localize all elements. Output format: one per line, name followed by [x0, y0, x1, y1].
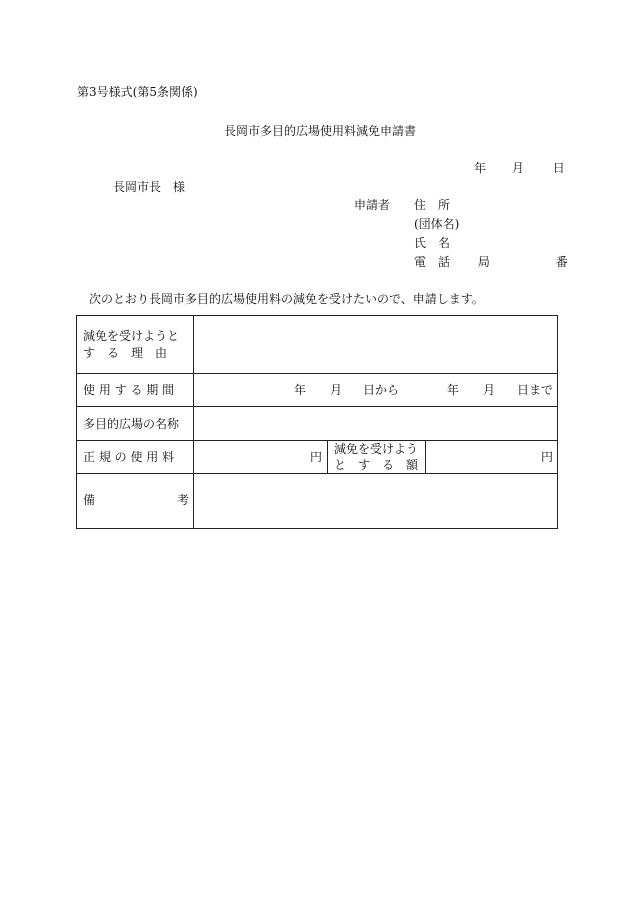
date-line: [474, 161, 565, 175]
facility-name-input[interactable]: [199, 412, 549, 436]
reduction-label-line1: 減免を受けよう: [334, 442, 419, 456]
row-divider: [77, 440, 557, 441]
period-from-day: 日から: [363, 383, 400, 397]
addressee: 長岡市長 様: [113, 180, 186, 194]
phone-exchange-label: 局: [477, 255, 490, 269]
remarks-input-area[interactable]: [199, 479, 549, 523]
date-day-label: 日: [552, 161, 565, 175]
applicant-phone-row: [414, 255, 568, 269]
label-column-divider: [193, 316, 194, 528]
fee-row-divider: [425, 440, 426, 473]
remarks-label-part1: 備: [83, 493, 96, 507]
reason-input-area[interactable]: [199, 322, 549, 368]
row-divider: [77, 373, 557, 374]
applicant-name-label: 氏 名: [414, 236, 451, 250]
document-title: 長岡市多目的広場使用料減免申請書: [224, 124, 417, 138]
period-label: 使 用 す る 期 間: [83, 383, 175, 397]
applicant-label: 申請者: [354, 198, 391, 212]
period-to-month: 月: [483, 383, 496, 397]
date-month-label: 月: [511, 161, 524, 175]
remarks-label-part2: 考: [177, 493, 190, 507]
reduction-label-line2: と す る 額: [334, 458, 419, 472]
regular-fee-unit: 円: [310, 450, 323, 464]
period-from-month: 月: [330, 383, 343, 397]
phone-number-label: 番: [555, 255, 568, 269]
reduction-amount-unit: 円: [541, 450, 554, 464]
date-year-label: 年: [474, 161, 487, 175]
row-divider: [77, 473, 557, 474]
applicant-address-label: 住 所: [414, 198, 451, 212]
period-to-year: 年: [447, 383, 460, 397]
applicant-group-label: (団体名): [414, 217, 460, 231]
reason-label-line2: す る 理 由: [83, 346, 168, 360]
period-to-day: 日まで: [517, 383, 554, 397]
reason-label-line1: 減免を受けようと: [83, 329, 180, 343]
row-divider: [77, 406, 557, 407]
regular-fee-label: 正 規 の 使 用 料: [83, 450, 175, 464]
facility-name-label: 多目的広場の名称: [83, 417, 180, 431]
application-form-table: [76, 315, 558, 529]
period-from-year: 年: [294, 383, 307, 397]
intro-text: 次のとおり長岡市多目的広場使用料の減免を受けたいので、申請します。: [89, 292, 484, 306]
applicant-phone-label: 電 話: [414, 255, 451, 269]
form-number: 第3号様式(第5条関係): [77, 85, 198, 99]
fee-row-divider: [327, 440, 328, 473]
